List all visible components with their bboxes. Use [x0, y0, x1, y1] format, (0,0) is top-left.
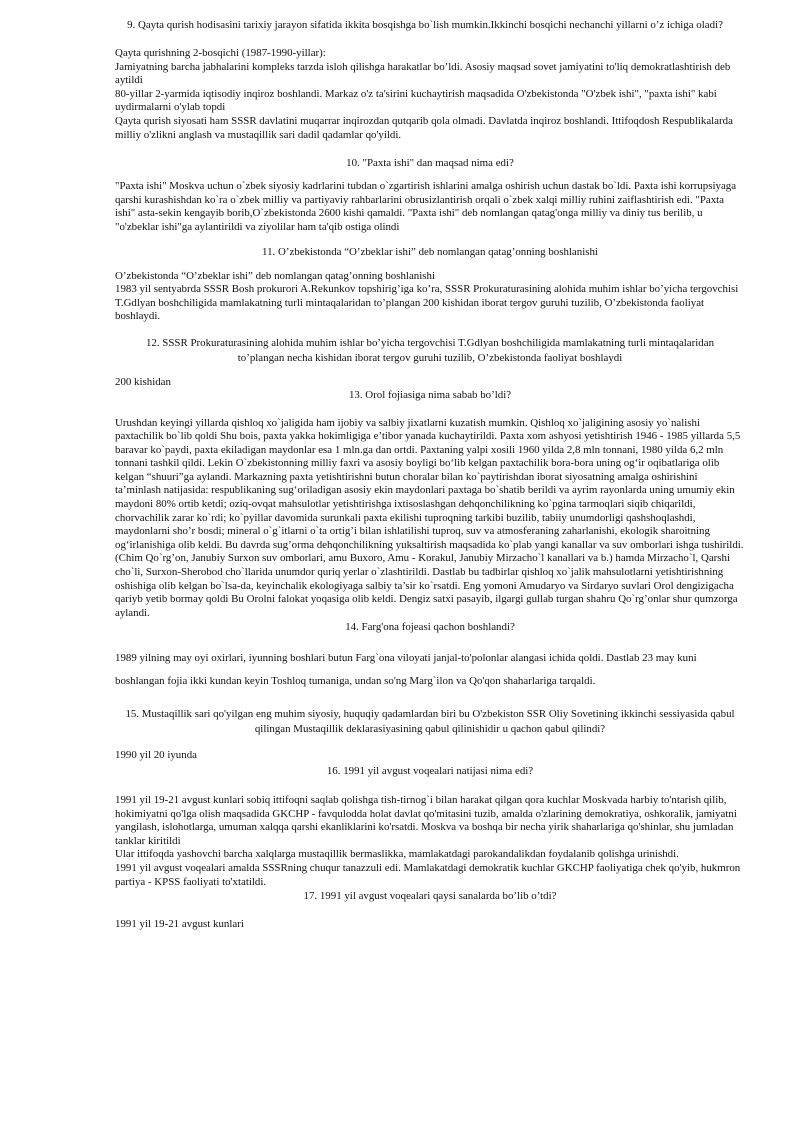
answer-16-para-2: Ular ittifoqda yashovchi barcha xalqlarga mustaqillik bermaslikka, mamlakatdagi parokandalikdan foydalanib qolishga urinishdi. — [115, 848, 679, 861]
answer-14: 1989 yilning may oyi oxirlari, iyunning boshlari butun Farg`ona viloyati janjal-to'polonlar alangasi ichida qoldi. Dastlab 23 may kuni boshlangan fojia ikki kundan keyin Toshloq tumaniga, undan so'ng Marg`ilon va Qo'qon shaharlariga tarqaldi. — [115, 652, 697, 688]
question-13: 13. Orol fojiasiga nima sabab bo’ldi? — [348, 388, 512, 401]
answer-15: 1990 yil 20 iyunda — [115, 749, 197, 762]
answer-11-body: 1983 yil sentyabrda SSSR Bosh prokurori A.Rekunkov topshirig’iga ko’ra, SSSR Prokuraturasining alohida muhim ishlar bo’yicha tergovchisi T.Gdlyan boshchiligida mamlakatning turli mintaqalaridan to’plangan 200 kishidan iborat tergov guruhi tuzilib, O’zbekistonda faoliyat boshlaydi. — [115, 283, 739, 323]
answer-16-para-3: 1991 yil avgust voqealari amalda SSSRning chuqur tanazzuli edi. Mamlakatdagi demokratik kuchlar GKCHP faoliyatiga chek qo'yib, hukmron partiya - KPSS faoliyati to'xtatildi. — [115, 861, 741, 888]
question-17: 17. 1991 yil avgust voqealari qaysi sanalarda bo’lib o’tdi? — [303, 890, 557, 903]
answer-9-line-1: Jamiyatning barcha jabhalarini kompleks tarzda isloh qilishga harakatlar bo’ldi. Asosiy maqsad sovet jamiyatini to'liq demokratlashtirish deb aytildi — [115, 60, 731, 87]
question-16: 16. 1991 yil avgust voqealari natijasi nima edi? — [326, 765, 534, 777]
answer-13: Urushdan keyingi yillarda qishloq xo`jaligida ham ijobiy va salbiy jixatlarni kuzatish mumkin. Qishloq xo`jaligining asosiy yo`nalishi paxtachilik bo`lib qoldi Shu bois, paxta yakka hokimligiga e’tibor yanada kuchaytirildi. Paxta xom ashyosi yetishtirish 1946 - 1985 yillarda 5,5 baravar ko`paydi, paxta ekiladigan maydonlar esa 1 mln.ga dan ortdi. Paxtaning yalpi xosili 1960 yilda 2,8 mln tonnani, 1980 yilda 6,2 mln tonnani tashkil qildi. Lekin O`zbekistonning milliy faxri va asosiy boyligi bo‘lib kelgan paxtachilik bora-bora uning og‘ir oqibatlariga olib kelgan “shuuri”ga aylandi. Markazning paxta yetishtirishni butun choralar bilan ko`paytirishdan iborat siyosatning amalga oshirishini ta’minlash natijasida: respublikaning sug‘oriladigan asosiy ekin maydonlari paxtaga bo`shatib berildi va ayrim rayonlarda uning umumiy ekin maydoni 80% ortib ketdi; oziq-ovqat mahsulotlar yetishtirishga ixtisoslashgan dehqonchilikning ko`pgina tarmoqlari siqib chiqarildi, chorvachilik zarar ko`rdi; ko`pyillar davomida surunkali paxta ekilishi tuproqning tarkibi buzilib, tabiiy unumdorligi qashshoqlashdi, maydonlarni sho’r bosdi; mineral o`g`itlarni o`ta ortig’i bilan ishlatilishi tuproq, suv va atmosferaning zaharlanishi, ekologik sharoitning og‘irlanishiga olib keldi. Bu davrda sug’orma dehqonchilikning yuksaltirish maqsadida ko`plab yangi kanallar va suv omborlari ishga tushirildi. (Chim Qo`rg’on, Janubiy Surxon suv omborlari, amu Buxoro, Amu - Korakul, Janubiy Mirzacho`l kanallari va b.) hamda Mirzacho`l, Qarshi cho`li, Surxon-Sherobod cho`llarida unumdor quriq yerlar o`zlashtirildi. Dastlab bu tadbirlar qishloq xo`jalik mahsulotlarni yetishtirishning oshishiga olib kelgan bo`lsa-da, keyinchalik ekologiyaga salbiy ta’sir ko`rsatdi. Eng yomoni Amudaryo va Sirdaryo suvlari Orol dengizigacha qariyb yetib bormay qoldi Bu Orolni falokat yoqasiga olib keldi. Dengiz satxi pasayib, ilgargi gullab turgan shahru Qo`rg’onlar shur qumzorga aylandi. — [115, 416, 744, 619]
question-11: 11. O’zbekistonda “O’zbeklar ishi” deb nomlangan qatag’onning boshlanishi — [262, 245, 598, 258]
answer-17: 1991 yil 19-21 avgust kunlari — [115, 918, 244, 931]
question-9: 9. Qayta qurish hodisasini tarixiy jarayon sifatida ikkita bosqishga bo`lish mumkin.Ikkinchi bosqichi nechanchi yillarni o’z ichiga oladi? — [127, 19, 723, 31]
document-page — [115, 18, 745, 932]
answer-16 — [115, 794, 745, 889]
question-15: 15. Mustaqillik sari qo'yilgan eng muhim siyosiy, huquqiy qadamlardan biri bu O'zbekiston SSR Oliy Sovetining ikkinchi sessiyasida qabul qilingan Mustaqillik deklarasiyasining qabul qilinishidir u qachon qabul qilindi? — [125, 708, 735, 736]
answer-11-heading: O’zbekistonda “O’zbeklar ishi” deb nomlangan qatag’onning boshlanishi — [115, 269, 435, 282]
answer-9 — [115, 47, 745, 142]
answer-9-heading: Qayta qurishning 2-bosqichi (1987-1990-yillar): — [115, 47, 326, 59]
answer-16-para-1: 1991 yil 19-21 avgust kunlari sobiq ittifoqni saqlab qolishga tish-tirnog`i bilan harakat qilgan qora kuchlar Moskvada harbiy to'ntarish qilib, hokimiyatni qo'lga olish maqsadida GKCHP - favqulodda holat davlat qo'mitasini tuzib, amalda o'zlarining demokratiya, oshkoralik, jamiyatni yangilash, islohotlarga, umuman xalqqa qarshi ekanliklarini ko'rsatdi. Moskva va boshqa bir necha yirik shaharlariga qo'shinlar, shu jumladan tanklar kiritildi — [115, 794, 737, 847]
question-10: 10. "Paxta ishi" dan maqsad nima edi? — [346, 157, 514, 170]
answer-12: 200 kishidan — [115, 375, 171, 388]
answer-9-line-3: Qayta qurish siyosati ham SSSR davlatini muqarrar inqirozdan qutqarib qola olmadi. Davlatda inqiroz boshlandi. Ittifoqdosh Respublikalarda milliy o'zlikni anglash va mustaqillik sari dadil qadamlar qo'yildi. — [115, 114, 733, 141]
question-14: 14. Farg'ona fojeasi qachon boshlandi? — [345, 621, 515, 634]
answer-9-line-2: 80-yillar 2-yarmida iqtisodiy inqiroz boshlandi. Markaz o'z ta'sirini kuchaytirish maqsadida O'zbekistonda "O'zbek ishi", "paxta ishi" kabi uydirmalarni o'ylab topdi — [115, 87, 717, 114]
question-12: 12. SSSR Prokuraturasining alohida muhim ishlar bo’yicha tergovchisi T.Gdlyan boshchiligida mamlakatning turli mintaqalaridan to’plangan necha kishidan iborat tergov guruhi tuzilib, O’zbekistonda faoliyat boshlaydi — [145, 336, 715, 364]
answer-10: "Paxta ishi" Moskva uchun o`zbek siyosiy kadrlarini tubdan o`zgartirish ishlarini amalga oshirish uchun dastak bo`ldi. Paxta ishi korrupsiyaga qarshi kurashishdan ko`ra o`zbek milliy va partiyaviy rahbarlarini obrusizlantirish orqali o`zbek xalqi milliy ruhini zaiflashtirish edi. "Paxta ishi" asta-sekin kengayib borib,O`zbekistonda 2600 kishi qamaldi. "Paxta ishi" deb nomlangan qatag'onga milliy va diniy tus berilib, u "o'zbeklar ishi"ga aylantirildi va ziyolilar ham ta'qib ostiga olindi — [115, 180, 737, 233]
answer-11 — [115, 270, 745, 324]
